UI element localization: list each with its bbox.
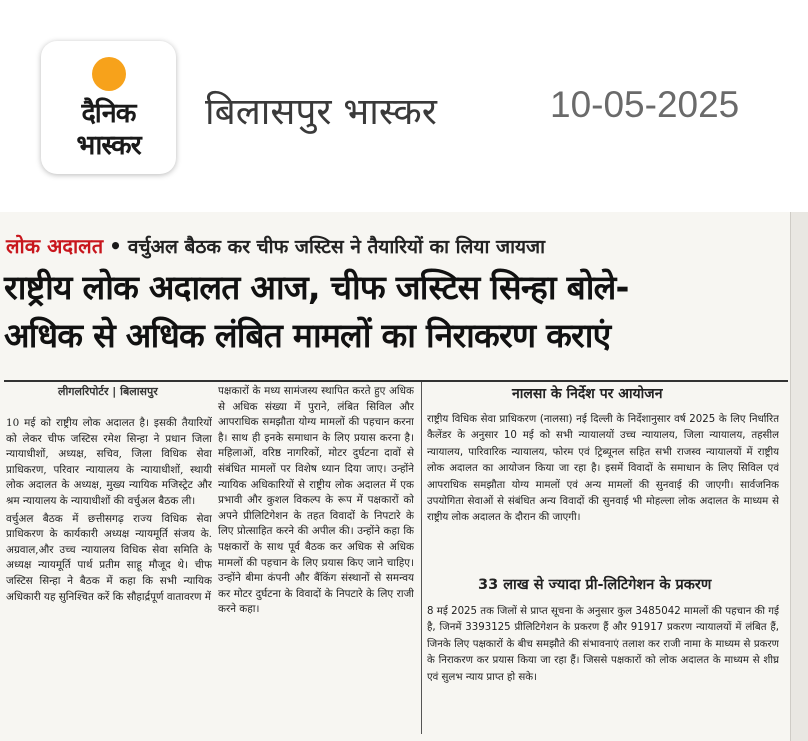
article-column-1 [6, 416, 212, 736]
column-divider [421, 382, 422, 734]
kicker-subtitle: वर्चुअल बैठक कर चीफ जस्टिस ने तैयारियों का लिया जायजा [127, 236, 546, 258]
kicker-label: लोक अदालत [6, 234, 104, 258]
adjacent-page-edge [790, 212, 808, 741]
column-3-paragraph-2: 8 मई 2025 तक जिलों से प्राप्त सूचना के अनुसार कुल 3485042 मामलों की पहचान की गई है, जिनमें 3393125 प्रीलिटिगेशन के प्रकरण हैं और 91917 प्रकरण न्यायालयों में लंबित हैं, जिनके लिए पक्षकारों के बीच समझौते की संभावनाएं तलाश कर राजी नामा के माध्यम से प्रकरण के निराकरण कर प्रयास किया जा रहा हैं। जिससे पक्षकारों को लोक अदालत के माध्यम से शीघ्र एवं सुलभ न्याय प्राप्त हो सके। [427, 606, 779, 683]
edition-date: 10-05-2025 [550, 84, 740, 125]
column-1-paragraph-2: वर्चुअल बैठक में छत्तीसगढ़ राज्य विधिक सेवा प्राधिकरण के कार्यकारी अध्यक्ष न्यायमूर्ति संजय के. अग्रवाल,और उच्च न्यायालय विधिक सेवा समिति के अध्यक्ष न्यायमूर्ति पार्थ प्रतीम साहू मौजूद थे। चीफ जस्टिस सिन्हा ने बैठक में कहा कि सभी न्यायिक अधिकारी यह सुनिश्चित करें कि सौहार्द्रपूर्ण वातावरण में [6, 512, 212, 603]
logo-sun-icon [92, 57, 126, 91]
column-2-paragraph-1: पक्षकारों के मध्य सामंजस्य स्थापित करते हुए अधिक से अधिक संख्या में पुराने, लंबित सिविल और आपराधिक समझौता योग्य मामलों की पहचान करना है। साथ ही इनके समाधान के लिए प्रयास करना है। महिलाओं, वरिष्ठ नागरिकों, मोटर दुर्घटना दावों से संबंधित मामलों पर विशेष ध्यान दिया जाए। उन्होंने न्यायिक अधिकारियों से राष्ट्रीय लोक अदालत में एक प्रभावी और कुशल विकल्प के रूप में पक्षकारों को अपने प्रीलिटिगेशन के तहत विवादों के निपटारे के लिए प्रोत्साहित करने की अपील की। उन्होंने कहा कि पक्षकारों के साथ पूर्व बैठक कर अधिक से अधिक मामलों की पहचान के लिए प्रयास किए जाने चाहिए। उन्होंने बीमा कंपनी और बैंकिंग संस्थानों से समन्वय कर मोटर दुर्घटना के विवादों के निपटारे के लिए राजी करने कहा। [218, 385, 414, 616]
subheading-nalsa: नालसा के निर्देश पर आयोजन [512, 386, 663, 402]
logo-text-line1: दैनिक [81, 98, 136, 129]
newspaper-clipping [0, 212, 808, 741]
article-column-2 [218, 384, 414, 736]
page-header [0, 0, 808, 212]
column-1-paragraph-1: 10 मई को राष्ट्रीय लोक अदालत है। इसकी तैयारियों को लेकर चीफ जस्टिस रमेश सिन्हा ने प्रधान जिला न्यायाधीशों, अध्यक्ष, सचिव, जिला विधिक सेवा प्राधिकरण, परिवार न्यायालय के न्यायाधीशों, स्थायी लोक अदालत के अध्यक्ष, मुख्य न्यायिक मजिस्ट्रेट और श्रम न्यायालय के न्यायाधीशों की वर्चुअल बैठक ली। [6, 417, 212, 507]
article-kicker [6, 232, 545, 262]
article-column-3-bottom [427, 604, 779, 736]
subheading-prelitigation: 33 लाख से ज्यादा प्री-लिटिगेशन के प्रकरण [478, 577, 712, 593]
logo-text-line2: भास्कर [76, 130, 141, 161]
dainik-bhaskar-logo[interactable] [41, 41, 176, 174]
edition-title: बिलासपुर भास्कर [205, 90, 437, 133]
headline-divider [4, 380, 788, 382]
article-column-3-top [427, 412, 779, 558]
article-headline [4, 264, 790, 360]
article-byline: लीगलरिपोर्टर | बिलासपुर [58, 385, 158, 398]
kicker-dot: • [109, 234, 122, 258]
column-3-paragraph-1: राष्ट्रीय विधिक सेवा प्राधिकरण (नालसा) नई दिल्ली के निर्देशानुसार वर्ष 2025 के लिए निर्धारित कैलेंडर के अनुसार 10 मई को सभी न्यायालयों उच्च न्यायालय, जिला न्यायालय, तहसील न्यायालय, पारिवारिक न्यायालय, फोरम एवं ट्रिब्यूनल सहित सभी राजस्व न्यायालयों में राष्ट्रीय लोक अदालत का आयोजन किया जा रहा है। इसमें विवादों के समाधान के लिए सिविल एवं आपराधिक समझौता योग्य मामलों एवं अन्य मामलों की सुनवाई की जाएगी। सार्वजनिक उपयोगिता सेवाओं से संबंधित अन्य विवादों की सुनवाई भी मोहल्ला लोक अदालत के माध्यम से राष्ट्रीय लोक अदालत के दौरान की जाएगी। [427, 414, 779, 524]
headline-line-2: अधिक से अधिक लंबित मामलों का निराकरण कराएं [4, 316, 611, 355]
headline-line-1: राष्ट्रीय लोक अदालत आज, चीफ जस्टिस सिन्हा बोले- [4, 268, 629, 307]
